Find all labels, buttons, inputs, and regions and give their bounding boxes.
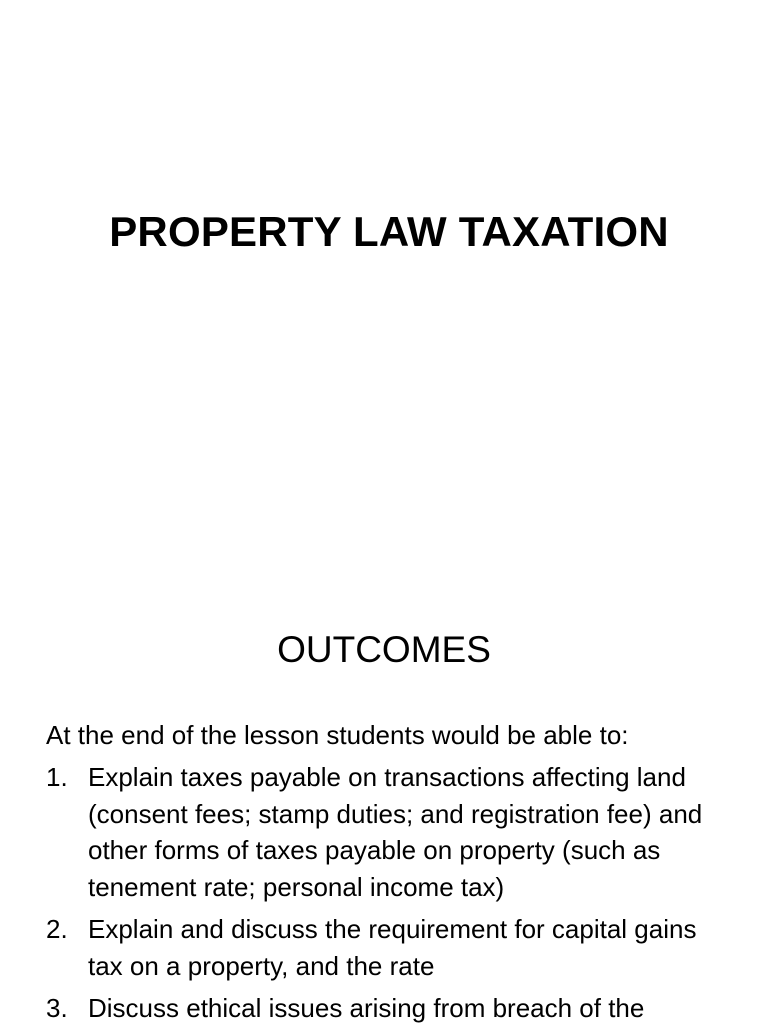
list-item-text: Discuss ethical issues arising from breach of the [88, 993, 645, 1023]
list-item-text: Explain and discuss the requirement for capital gains tax on a property, and the rate [88, 914, 697, 981]
list-item [46, 911, 726, 984]
outcomes-list [46, 759, 726, 1024]
list-item-number: 3. [46, 993, 68, 1023]
document-title: PROPERTY LAW TAXATION [109, 208, 669, 255]
list-item-text: Explain taxes payable on transactions affecting land (consent fees; stamp duties; and registration fee) and other forms of taxes payable on property (such as tenement rate; personal income tax) [88, 762, 703, 902]
outcomes-intro: At the end of the lesson students would be able to: [46, 720, 629, 750]
list-item [46, 990, 726, 1024]
outcomes-heading: OUTCOMES [277, 629, 491, 670]
list-item-number: 2. [46, 914, 68, 944]
list-item [46, 759, 726, 905]
list-item-number: 1. [46, 762, 68, 792]
